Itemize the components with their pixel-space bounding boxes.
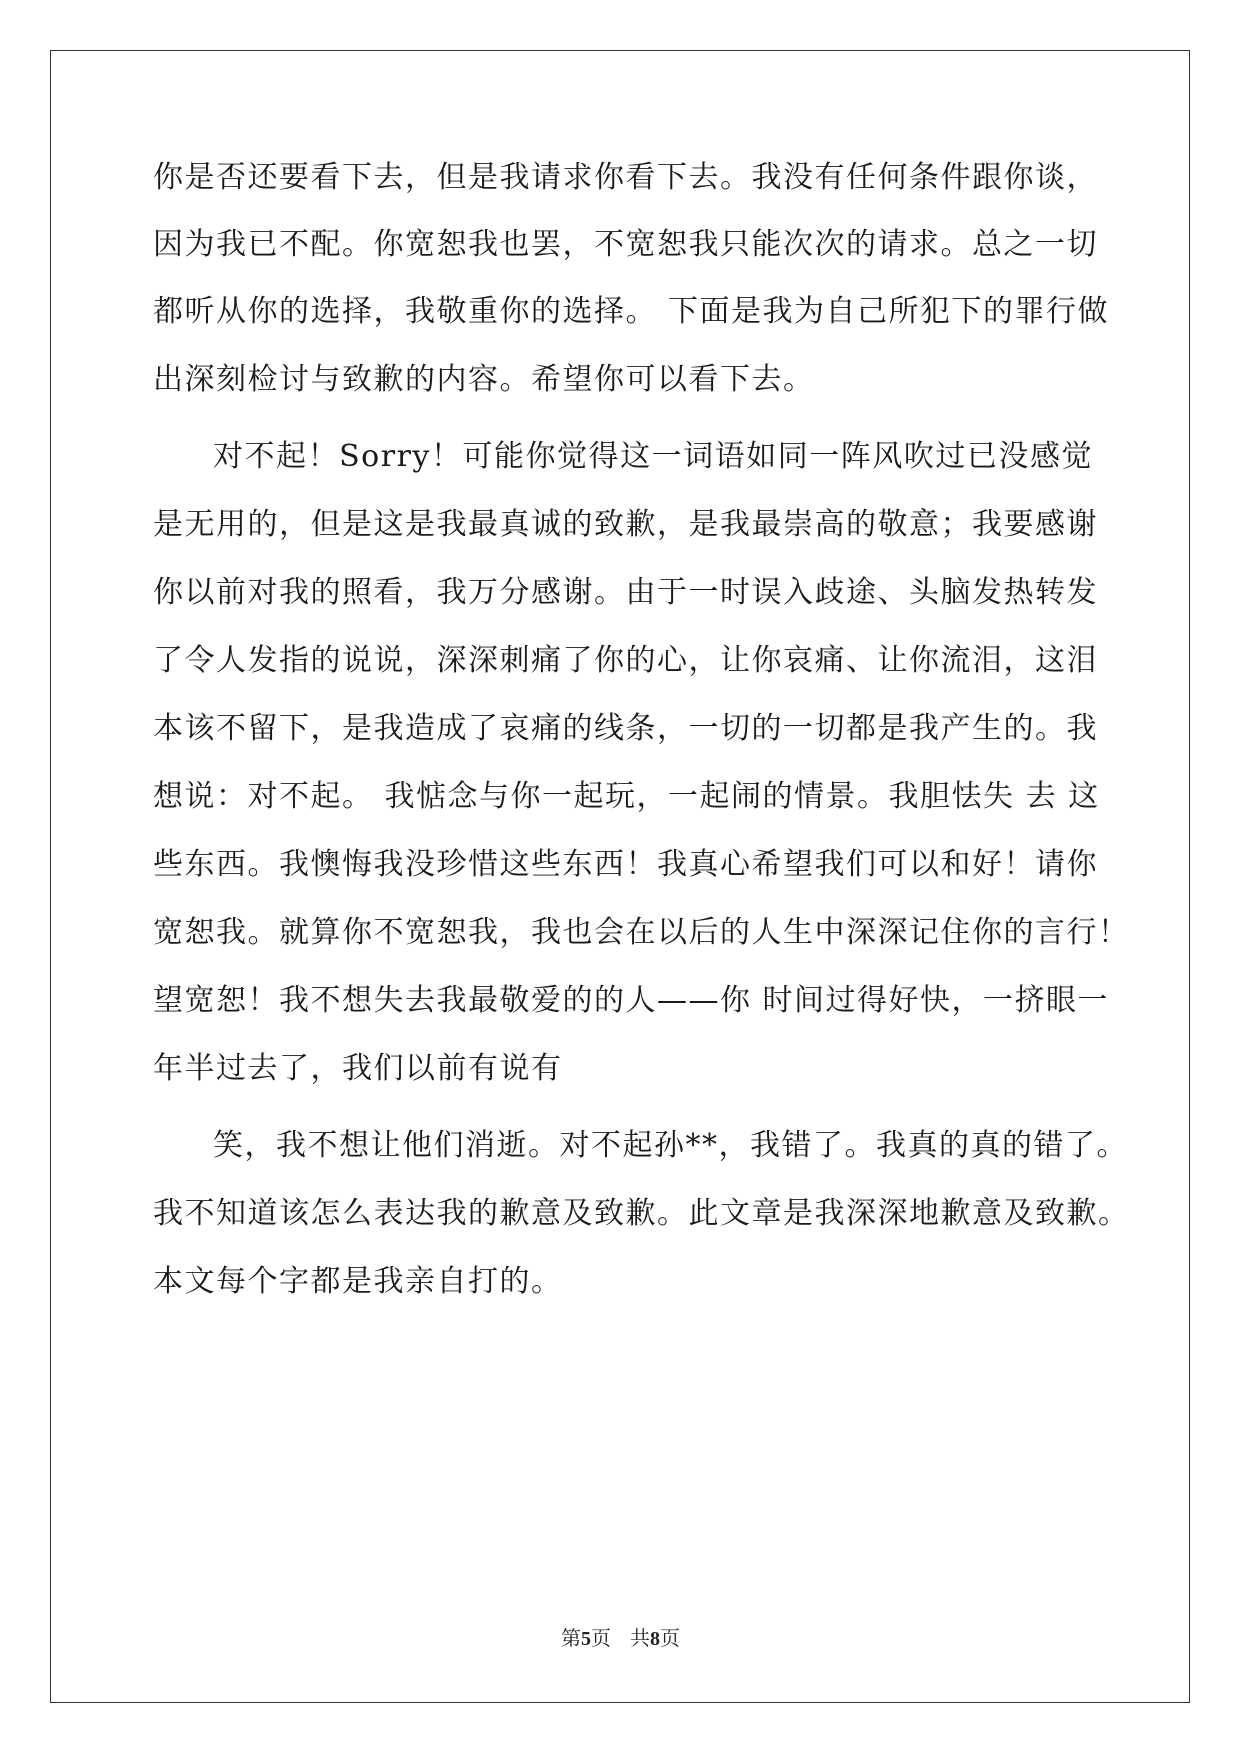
paragraph-first-line: 对不起！Sorry！可能你觉得这一词语如同一阵风吹过已没感觉 — [213, 439, 1093, 474]
text-line: 了令人发指的说说，深深刺痛了你的心，让你哀痛、让你流泪，这泪 — [153, 643, 1098, 678]
text-line: 因为我已不配。你宽恕我也罢，不宽恕我只能次次的请求。总之一切 — [153, 227, 1098, 262]
footer-middle: 页 共 — [590, 1626, 651, 1650]
text-line: 出深刻检讨与致歉的内容。希望你可以看下去。 — [153, 362, 815, 397]
current-page-number: 5 — [580, 1628, 591, 1650]
text-line: 本文每个字都是我亲自打的。 — [153, 1264, 563, 1299]
text-line: 都听从你的选择，我敬重你的选择。 下面是我为自己所犯下的罪行做 — [153, 294, 1110, 329]
footer-prefix: 第 — [560, 1626, 581, 1650]
text-line: 宽恕我。就算你不宽恕我，我也会在以后的人生中深深记住你的言行！ — [153, 915, 1130, 950]
text-line: 我不知道该怎么表达我的歉意及致歉。此文章是我深深地歉意及致歉。 — [153, 1196, 1130, 1231]
text-line: 想说：对不起。 我惦念与你一起玩，一起闹的情景。我胆怯失 去 这 — [153, 779, 1100, 814]
footer-suffix: 页 — [660, 1626, 681, 1650]
text-line: 年半过去了，我们以前有说有 — [153, 1051, 563, 1086]
paragraph-first-line: 笑，我不想让他们消逝。对不起孙**，我错了。我真的真的错了。 — [213, 1128, 1128, 1163]
text-line: 些东西。我懊悔我没珍惜这些东西！我真心希望我们可以和好！请你 — [153, 847, 1098, 882]
page-footer — [0, 1625, 1241, 1652]
text-line: 是无用的，但是这是我最真诚的致歉，是我最崇高的敬意；我要感谢 — [153, 507, 1098, 542]
text-line: 你是否还要看下去，但是我请求你看下去。我没有任何条件跟你谈， — [153, 160, 1098, 195]
text-line: 本该不留下，是我造成了哀痛的线条，一切的一切都是我产生的。我 — [153, 711, 1098, 746]
text-line: 你以前对我的照看，我万分感谢。由于一时误入歧途、头脑发热转发 — [153, 575, 1098, 610]
text-line: 望宽恕！我不想失去我最敬爱的的人——你 时间过得好快，一挤眼一 — [153, 983, 1110, 1018]
total-page-count: 8 — [650, 1628, 661, 1650]
